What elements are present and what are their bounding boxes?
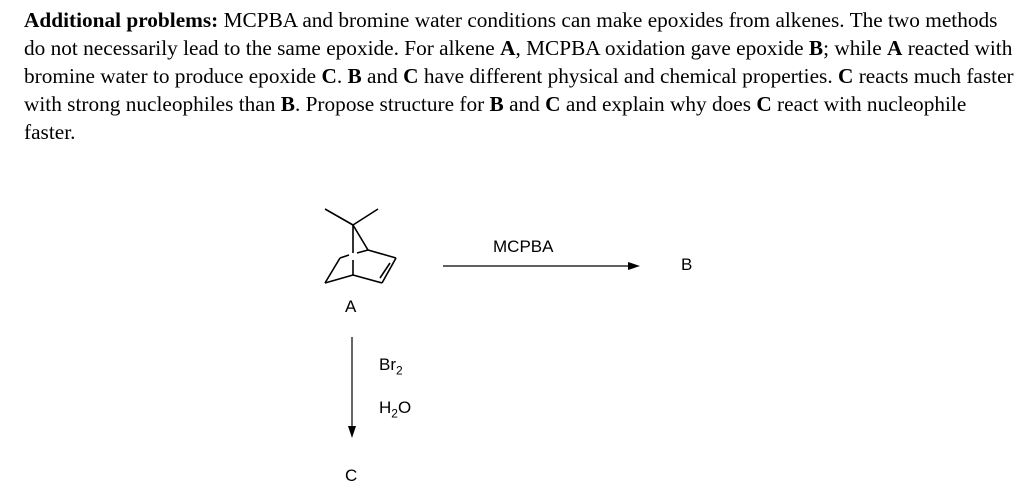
label-C: C [345,466,358,485]
label-A: A [345,297,357,316]
label-B: B [681,255,693,274]
bold-C: C [756,92,772,116]
bold-C: C [321,64,337,88]
heading: Additional problems: [24,8,219,32]
bold-C: C [838,64,854,88]
text: reacted with bromine water to produce epoxide [24,36,1013,88]
bold-A: A [500,36,516,60]
molecule-A-structure [325,209,396,283]
bold-A: A [886,36,903,60]
arrow-right [443,262,640,270]
reagent-h2o [379,398,411,420]
bold-C: C [403,64,419,88]
arrow-down [348,337,356,438]
text: . Propose structure for [294,92,490,116]
bold-B: B [280,92,295,116]
text: react with nucleophile faster. [24,92,967,144]
subscript: 2 [396,363,403,378]
bold-B: B [808,36,824,60]
text: . [336,64,348,88]
text: ; while [823,36,887,60]
text: MCPBA and bromine water conditions can make epoxides from alkenes. The two methods do not necessarily lead to the same epoxide. For alkene [24,8,998,60]
text: and [503,92,546,116]
h: H [379,398,392,417]
text: and [361,64,404,88]
text: and explain why does [560,92,757,116]
br: Br [379,355,396,374]
reagent-br2 [379,355,403,377]
text: , MCPBA oxidation gave epoxide [515,36,809,60]
bold-B: B [489,92,504,116]
subscript: 2 [391,406,398,421]
o: O [397,398,412,417]
reagent-mcpba: MCPBA [493,237,554,256]
text: have different physical and chemical properties. [418,64,838,88]
text: reacts much faster with strong nucleophiles than [24,64,1014,116]
bold-B: B [347,64,362,88]
bold-C: C [545,92,561,116]
